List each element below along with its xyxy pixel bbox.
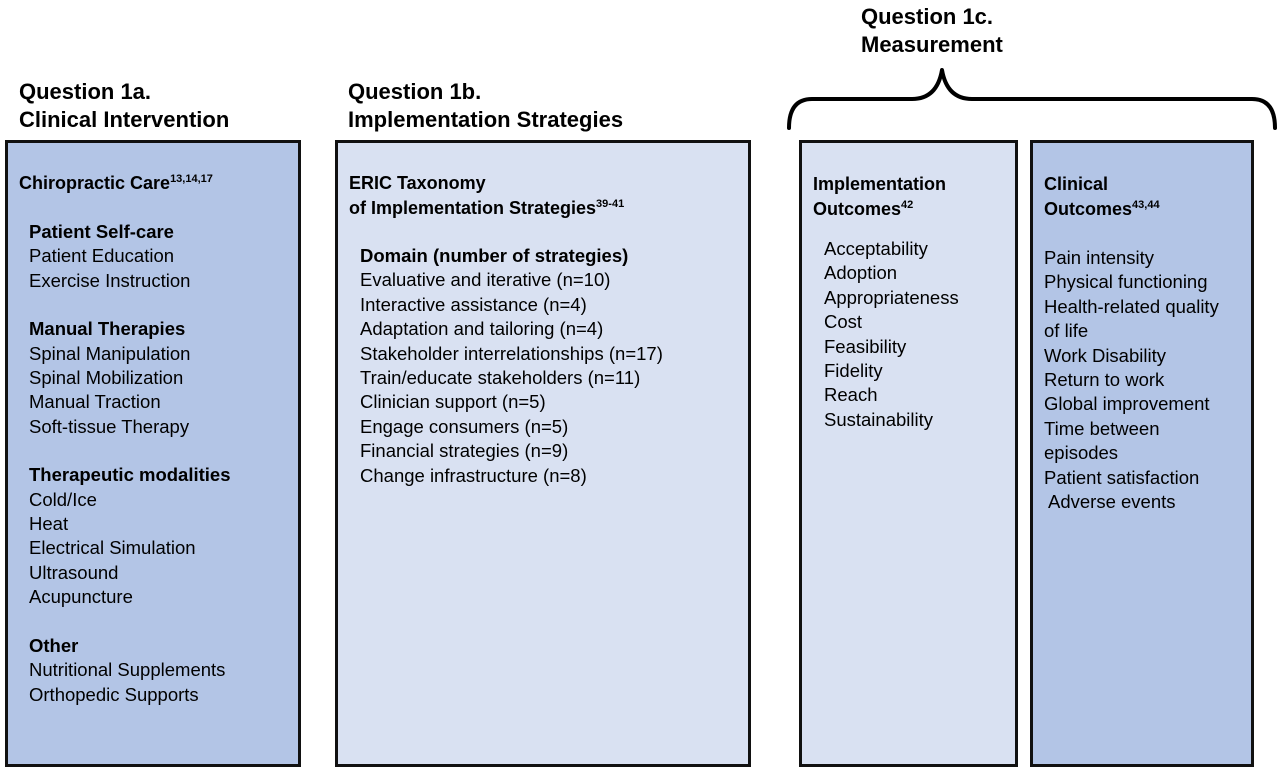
list-item: Financial strategies (n=9): [360, 440, 569, 462]
clinical-outcomes-title: [1044, 172, 1160, 222]
implementation-outcomes-ref: 42: [901, 199, 914, 211]
list-item: Stakeholder interrelationships (n=17): [360, 342, 663, 364]
list-item: Feasibility: [824, 335, 907, 357]
eric-taxonomy-title: [349, 171, 624, 221]
implementation-outcomes-list: [824, 237, 959, 432]
list-item: Cost: [824, 311, 863, 333]
list-item: Adoption: [824, 262, 898, 284]
list-item: Global improvement: [1044, 393, 1210, 415]
list-item: episodes: [1044, 442, 1119, 464]
implementation-outcomes-title: [813, 172, 946, 222]
list-item: Patient satisfaction: [1044, 466, 1200, 488]
chiropractic-care-title-text: Chiropractic Care: [19, 173, 171, 193]
list-item: Clinician support (n=5): [360, 391, 546, 413]
list-item: Manual Traction: [29, 391, 161, 413]
list-item: Engage consumers (n=5): [360, 415, 569, 437]
chiropractic-care-title: [19, 171, 213, 196]
question-1b-line2: Implementation Strategies: [348, 107, 624, 132]
list-item: Cold/Ice: [29, 488, 97, 510]
list-item: Appropriateness: [824, 286, 959, 308]
eric-title-line1: ERIC Taxonomy: [349, 173, 486, 193]
list-item: Spinal Manipulation: [29, 342, 191, 364]
list-item: Work Disability: [1044, 344, 1166, 366]
implementation-outcomes-title-line2: Outcomes: [813, 199, 902, 219]
list-item: Orthopedic Supports: [29, 683, 199, 705]
list-item: Electrical Simulation: [29, 537, 196, 559]
question-1a-line2: Clinical Intervention: [19, 107, 230, 132]
implementation-outcomes-title-line1: Implementation: [813, 174, 947, 194]
list-item: Return to work: [1044, 369, 1165, 391]
list-item: Adverse events: [1048, 491, 1176, 513]
list-item: Evaluative and iterative (n=10): [360, 269, 611, 291]
question-1c-line2: Measurement: [861, 32, 1003, 57]
list-item: of life: [1044, 320, 1089, 342]
list-item: Train/educate stakeholders (n=11): [360, 367, 641, 389]
domain-header: Domain (number of strategies): [360, 245, 629, 266]
list-item: Sustainability: [824, 408, 934, 430]
list-item: Physical functioning: [1044, 271, 1208, 293]
section-title-therapeutic-modalities: Therapeutic modalities: [29, 464, 231, 486]
list-item: Patient Education: [29, 245, 175, 267]
list-item: Soft-tissue Therapy: [29, 415, 190, 437]
list-item: Fidelity: [824, 360, 883, 382]
eric-title-ref: 39-41: [596, 198, 625, 210]
section-title-other: Other: [29, 634, 79, 656]
clinical-intervention-list: [29, 220, 231, 707]
list-item: Ultrasound: [29, 561, 119, 583]
list-item: Heat: [29, 513, 69, 535]
clinical-outcomes-title-line2: Outcomes: [1044, 199, 1133, 219]
question-1a-line1: Question 1a.: [19, 79, 152, 104]
list-item: Acceptability: [824, 238, 928, 259]
list-item: Interactive assistance (n=4): [360, 293, 587, 315]
list-item: Nutritional Supplements: [29, 659, 226, 681]
implementation-outcomes-box: [799, 140, 1018, 767]
list-item: Health-related quality: [1044, 295, 1219, 317]
list-item: Spinal Mobilization: [29, 367, 184, 389]
clinical-outcomes-title-line1: Clinical: [1044, 174, 1109, 194]
clinical-outcomes-ref: 43,44: [1132, 199, 1160, 211]
strategy-domain-list: [360, 244, 663, 488]
question-1b-line1: Question 1b.: [348, 79, 482, 104]
list-item: Pain intensity: [1044, 247, 1155, 268]
list-item: Adaptation and tailoring (n=4): [360, 318, 604, 340]
section-title-manual-therapies: Manual Therapies: [29, 318, 186, 340]
eric-title-line2: of Implementation Strategies: [349, 198, 597, 218]
list-item: Change infrastructure (n=8): [360, 464, 587, 486]
chiropractic-care-ref: 13,14,17: [170, 173, 213, 185]
list-item: Acupuncture: [29, 586, 133, 608]
list-item: Time between: [1044, 417, 1160, 439]
section-title-self-care: Patient Self-care: [29, 221, 174, 242]
question-1c-line1: Question 1c.: [861, 4, 994, 29]
list-item: Reach: [824, 384, 878, 406]
list-item: Exercise Instruction: [29, 269, 191, 291]
clinical-outcomes-list: [1044, 246, 1219, 514]
